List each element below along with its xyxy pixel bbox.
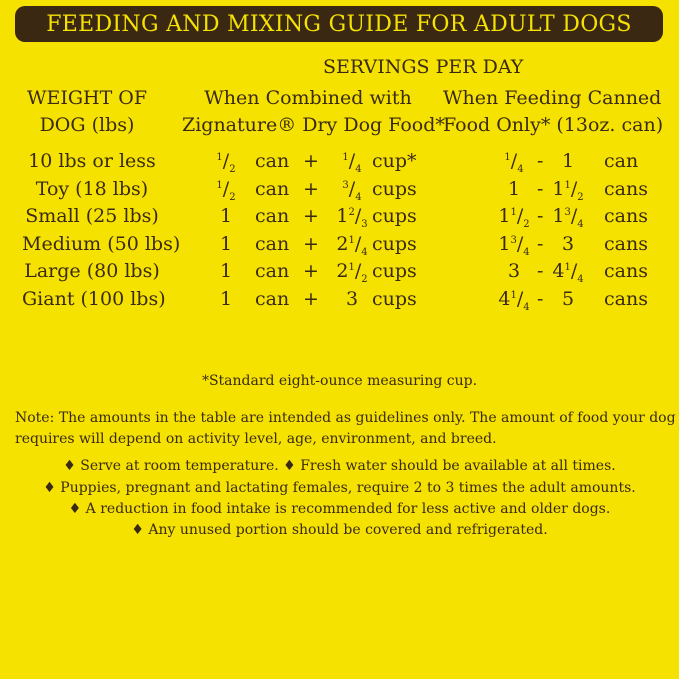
can-amount-cell-slash: / [222,178,230,200]
can-amount-cell-numerator: 1 [216,180,223,191]
dry-amount-cell [336,233,368,258]
can-amount-cell [220,233,232,255]
canned-high-cell-whole: 1 [561,150,575,172]
can-unit-cell: can [255,288,290,310]
dry-unit-cell: cup* [372,150,417,172]
weight-cell: 10 lbs or less [28,150,156,172]
canned-high-cell-whole: 1 [552,205,565,227]
canned-low-cell-slash: / [516,205,524,227]
canned-low-cell-numerator: 3 [510,235,517,246]
can-amount-cell [220,260,232,282]
dry-amount-cell-numerator: 2 [348,207,355,218]
canned-low-cell-whole: 3 [507,260,521,282]
dry-amount-cell-numerator: 3 [342,180,349,191]
canned-high-cell-slash: / [570,260,578,282]
dash-cell: - [537,205,544,227]
canned-low-cell [498,288,530,313]
canned-low-cell-numerator: 1 [510,290,517,301]
dry-unit-cell: cups [372,205,417,227]
canned-high-cell-slash: / [570,178,578,200]
can-amount-cell-whole: 1 [219,233,233,255]
plus-cell: + [303,150,319,172]
canned-header-line1: When Feeding Canned [443,87,662,109]
canned-unit-cell: can [604,150,639,172]
dry-amount-cell-denominator: 2 [361,274,368,285]
plus-cell: + [303,233,319,255]
can-amount-cell-denominator: 2 [229,164,236,175]
canned-high-cell-denominator: 4 [577,274,584,285]
table-row [0,260,679,286]
canned-low-cell-whole: 1 [498,205,511,227]
table-row [0,205,679,231]
weight-header-line2: DOG (lbs) [39,114,135,136]
dry-unit-cell: cups [372,288,417,310]
dash-cell: - [537,233,544,255]
weight-header-line1: WEIGHT OF [26,87,148,109]
canned-low-cell-denominator: 4 [523,302,530,313]
combined-header-line2: Zignature® Dry Dog Food* [182,114,445,136]
table-row [0,150,679,176]
table-row [0,233,679,259]
dry-amount-cell-numerator: 1 [342,152,349,163]
canned-low-cell [508,178,520,200]
canned-low-cell-numerator: 1 [510,207,517,218]
canned-high-cell-denominator: 2 [577,192,584,203]
canned-high-cell [552,260,584,285]
can-amount-cell-slash: / [222,150,230,172]
dry-amount-cell-denominator: 3 [361,219,368,230]
servings-header: SERVINGS PER DAY [323,56,524,78]
canned-low-cell-slash: / [516,233,524,255]
dash-cell: - [537,178,544,200]
canned-low-cell-whole: 1 [498,233,511,255]
can-unit-cell: can [255,150,290,172]
dash-cell: - [537,260,544,282]
plus-cell: + [303,288,319,310]
weight-cell: Toy (18 lbs) [35,178,149,200]
footnote: *Standard eight-ounce measuring cup. [201,373,478,389]
dry-amount-cell-denominator: 4 [355,192,362,203]
bullet-line-1: ♦ Serve at room temperature. ♦ Fresh water should be available at all times. [63,458,616,474]
table-row [0,288,679,314]
can-unit-cell: can [255,178,290,200]
combined-header-line1: When Combined with [204,87,412,109]
table-row [0,178,679,204]
canned-high-cell-numerator: 3 [564,207,571,218]
canned-low-cell-denominator: 4 [523,247,530,258]
canned-high-cell-whole: 5 [561,288,575,310]
can-amount-cell-denominator: 2 [229,192,236,203]
canned-high-cell [552,205,584,230]
canned-low-cell [508,260,520,282]
can-amount-cell-whole: 1 [219,288,233,310]
plus-cell: + [303,205,319,227]
weight-cell: Medium (50 lbs) [22,233,181,255]
can-amount-cell-numerator: 1 [216,152,223,163]
canned-unit-cell: cans [604,205,648,227]
bullet-line-3: ♦ A reduction in food intake is recommended for less active and older dogs. [68,501,611,517]
canned-low-cell [504,150,524,175]
dash-cell: - [537,288,544,310]
can-amount-cell [220,288,232,310]
title-banner [15,6,663,42]
canned-header-line2: Food Only* (13oz. can) [443,114,664,136]
dry-unit-cell: cups [372,260,417,282]
canned-unit-cell: cans [604,288,648,310]
dry-amount-cell-denominator: 4 [355,164,362,175]
canned-low-cell-denominator: 4 [517,164,524,175]
weight-cell: Large (80 lbs) [24,260,160,282]
canned-low-cell-denominator: 2 [523,219,530,230]
dry-amount-cell-slash: / [348,178,356,200]
canned-unit-cell: cans [604,178,648,200]
dry-amount-cell-slash: / [354,260,362,282]
dash-cell: - [537,150,544,172]
dry-amount-cell-whole: 2 [336,260,349,282]
canned-low-cell-slash: / [516,288,524,310]
can-unit-cell: can [255,205,290,227]
canned-low-cell-whole: 4 [498,288,511,310]
bullet-line-2: ♦ Puppies, pregnant and lactating females, require 2 to 3 times the adult amounts. [43,480,636,496]
dry-amount-cell [336,205,368,230]
canned-high-cell-slash: / [570,205,578,227]
canned-high-cell-numerator: 1 [564,262,571,273]
canned-high-cell-whole: 1 [552,178,565,200]
canned-unit-cell: cans [604,260,648,282]
dry-unit-cell: cups [372,233,417,255]
can-amount-cell-whole: 1 [219,205,233,227]
canned-high-cell-whole: 4 [552,260,565,282]
canned-high-cell-whole: 3 [561,233,575,255]
canned-high-cell [562,150,574,172]
dry-amount-cell [346,288,358,310]
canned-high-cell-denominator: 4 [577,219,584,230]
can-amount-cell [216,178,236,203]
weight-cell: Giant (100 lbs) [22,288,166,310]
plus-cell: + [303,178,319,200]
can-amount-cell-whole: 1 [219,260,233,282]
canned-high-cell [562,288,574,310]
dry-amount-cell-denominator: 4 [361,247,368,258]
canned-low-cell-slash: / [510,150,518,172]
canned-low-cell-numerator: 1 [504,152,511,163]
plus-cell: + [303,260,319,282]
note-line-2: requires will depend on activity level, age, environment, and breed. [15,431,497,447]
dry-amount-cell-whole: 3 [345,288,359,310]
canned-high-cell [552,178,584,203]
canned-low-cell-whole: 1 [507,178,521,200]
dry-unit-cell: cups [372,178,417,200]
canned-low-cell [498,205,530,230]
dry-amount-cell-whole: 1 [336,205,349,227]
can-unit-cell: can [255,233,290,255]
weight-cell: Small (25 lbs) [25,205,159,227]
dry-amount-cell [342,150,362,175]
dry-amount-cell-numerator: 1 [348,262,355,273]
bullet-line-4: ♦ Any unused portion should be covered and refrigerated. [131,522,548,538]
can-amount-cell [216,150,236,175]
can-unit-cell: can [255,260,290,282]
dry-amount-cell-numerator: 1 [348,235,355,246]
canned-unit-cell: cans [604,233,648,255]
canned-low-cell [498,233,530,258]
can-amount-cell [220,205,232,227]
dry-amount-cell-whole: 2 [336,233,349,255]
dry-amount-cell-slash: / [348,150,356,172]
canned-high-cell [562,233,574,255]
page-title: FEEDING AND MIXING GUIDE FOR ADULT DOGS [46,11,632,37]
dry-amount-cell-slash: / [354,233,362,255]
dry-amount-cell [336,260,368,285]
note-line-1: Note: The amounts in the table are intended as guidelines only. The amount of food your dog [15,410,676,426]
dry-amount-cell-slash: / [354,205,362,227]
dry-amount-cell [342,178,362,203]
canned-high-cell-numerator: 1 [564,180,571,191]
